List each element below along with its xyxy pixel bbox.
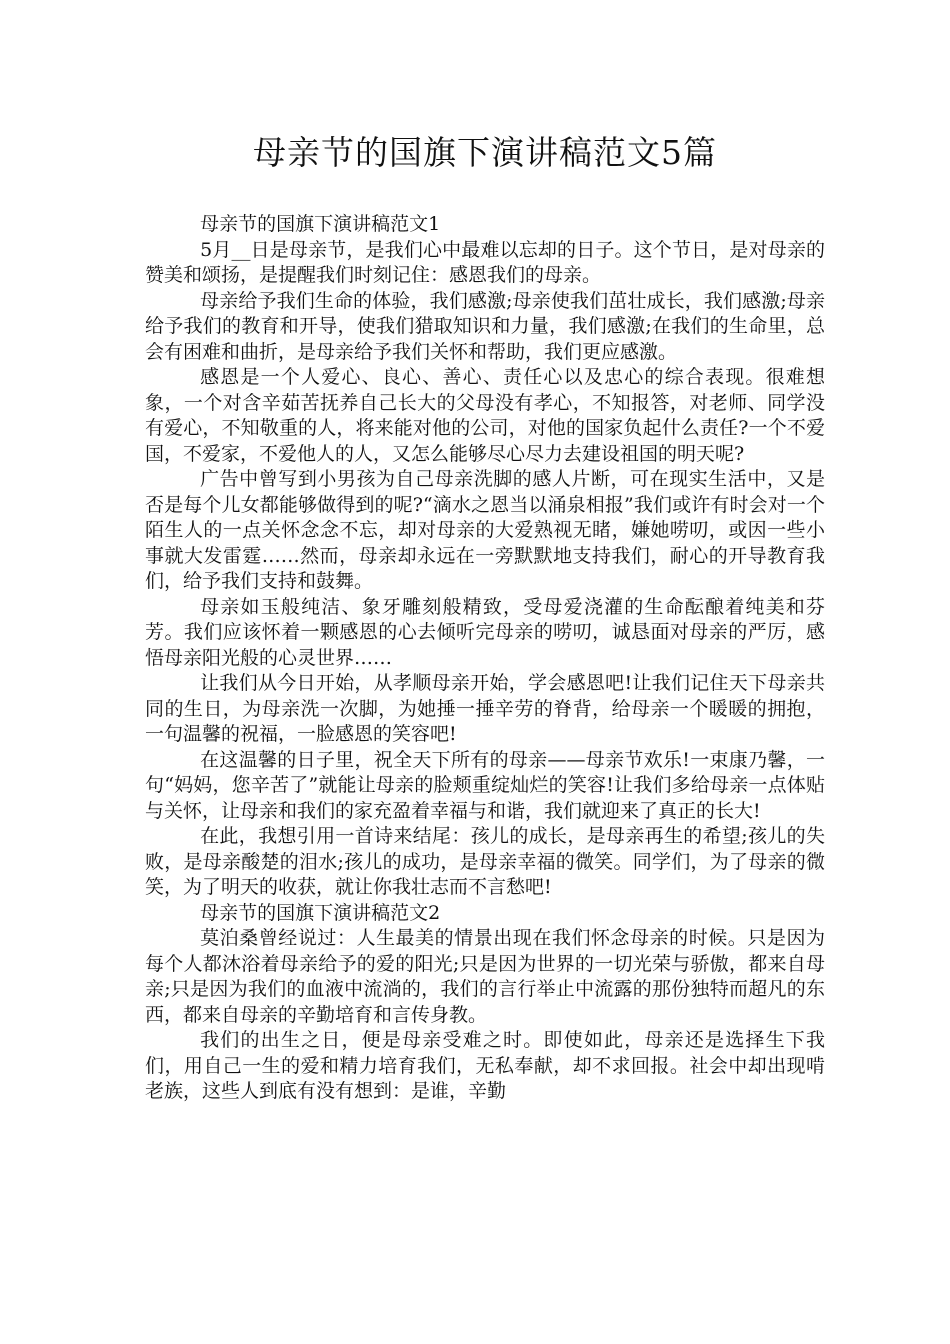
- section-heading: 母亲节的国旗下演讲稿范文2: [200, 901, 441, 924]
- paragraph: 在此，我想引用一首诗来结尾：孩儿的成长，是母亲再生的希望;孩儿的失败，是母亲酸楚的泪水;孩儿的成功，是母亲幸福的微笑。同学们，为了母亲的微笑，为了明天的收获，就让你我壮志而不言愁吧!: [145, 825, 825, 898]
- document-page: [145, 120, 825, 1105]
- paragraph: 母亲如玉般纯洁、象牙雕刻般精致，受母爱浇灌的生命酝酿着纯美和芬芳。我们应该怀着一颗感恩的心去倾听完母亲的唠叨，诚恳面对母亲的严厉，感悟母亲阳光般的心灵世界……: [145, 595, 825, 669]
- paragraph: 母亲给予我们生命的体验，我们感激;母亲使我们茁壮成长，我们感激;母亲给予我们的教育和开导，使我们猎取知识和力量，我们感激;在我们的生命里，总会有困难和曲折，是母亲给予我们关怀和帮助，我们更应感激。: [145, 289, 825, 363]
- paragraph: 让我们从今日开始，从孝顺母亲开始，学会感恩吧!让我们记住天下母亲共同的生日，为母亲洗一次脚，为她捶一捶辛劳的脊背，给母亲一个暖暖的拥抱，一句温馨的祝福，一脸感恩的笑容吧!: [145, 672, 825, 745]
- paragraph: 莫泊桑曾经说过：人生最美的情景出现在我们怀念母亲的时候。只是因为每个人都沐浴着母亲给予的爱的阳光;只是因为世界的一切光荣与骄傲，都来自母亲;只是因为我们的血液中流淌的，我们的言行举止中流露的那份独特而超凡的东西，都来自母亲的辛勤培育和言传身教。: [145, 927, 825, 1026]
- paragraph: 广告中曾写到小男孩为自己母亲洗脚的感人片断，可在现实生活中，又是否是每个儿女都能够做得到的呢?“滴水之恩当以涌泉相报”我们或许有时会对一个陌生人的一点关怀念念不忘，却对母亲的大爱熟视无睹，嫌她唠叨，或因一些小事就大发雷霆……然而，母亲却永远在一旁默默地支持我们，耐心的开导教育我们，给予我们支持和鼓舞。: [145, 468, 825, 592]
- paragraph: 在这温馨的日子里，祝全天下所有的母亲——母亲节欢乐!一束康乃馨，一句“妈妈，您辛苦了”就能让母亲的脸颊重绽灿烂的笑容!让我们多给母亲一点体贴与关怀，让母亲和我们的家充盈着幸福与和谐，我们就迎来了真正的长大!: [145, 748, 825, 822]
- section-heading: 母亲节的国旗下演讲稿范文1: [200, 213, 441, 235]
- document-title: 母亲节的国旗下演讲稿范文5篇: [253, 133, 717, 172]
- paragraph: 感恩是一个人爱心、良心、善心、责任心以及忠心的综合表现。很难想象，一个对含辛茹苦抚养自己长大的父母没有孝心，不知报答，对老师、同学没有爱心，不知敬重的人，将来能对他的公司，对他的国家负起什么责任?一个不爱国，不爱家，不爱他人的人，又怎么能够尽心尽力去建设祖国的明天呢?: [145, 366, 825, 465]
- paragraph: 5月__日是母亲节，是我们心中最难以忘却的日子。这个节日，是对母亲的赞美和颂扬，是提醒我们时刻记住：感恩我们的母亲。: [145, 238, 825, 286]
- paragraph: 我们的出生之日，便是母亲受难之时。即使如此，母亲还是选择生下我们，用自己一生的爱和精力培育我们，无私奉献，却不求回报。社会中却出现啃老族，这些人到底有没有想到：是谁，辛勤: [145, 1029, 825, 1102]
- section-2: [145, 901, 825, 1105]
- section-1: [145, 212, 825, 901]
